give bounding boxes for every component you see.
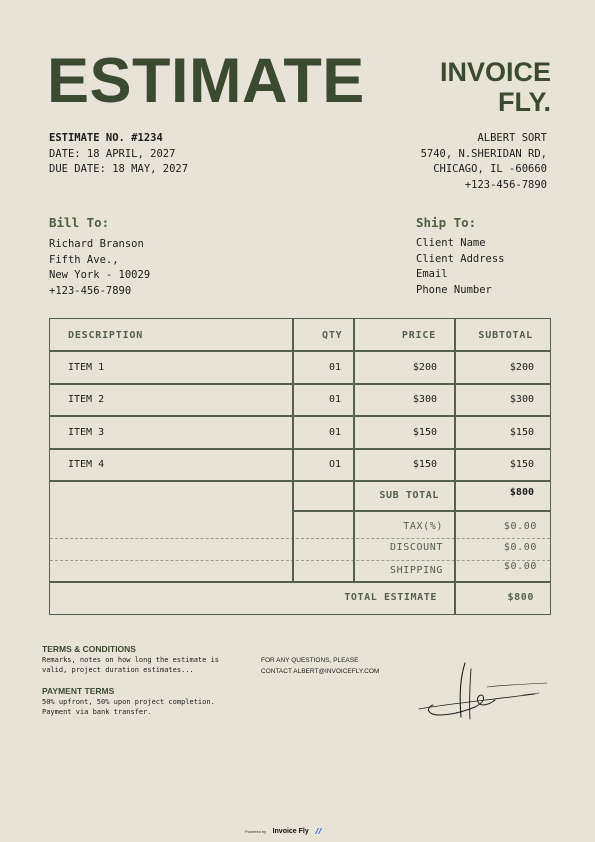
row-price: $150 xyxy=(412,459,437,470)
contact-line-1: FOR ANY QUESTIONS, PLEASE xyxy=(261,657,359,664)
row-price: $150 xyxy=(412,427,437,438)
dashed-divider xyxy=(50,538,550,539)
dashed-divider xyxy=(50,560,550,561)
discount-value: $0.00 xyxy=(503,542,537,553)
terms-text: Remarks, notes on how long the estimate is valid, project duration estimates... xyxy=(42,656,220,674)
ship-to-heading: Ship To: xyxy=(416,215,477,230)
column-header-description: DESCRIPTION xyxy=(68,330,144,341)
sender-address xyxy=(421,131,547,193)
total-divider xyxy=(50,581,550,583)
row-subtotal: $200 xyxy=(509,362,534,373)
row-divider xyxy=(50,383,550,385)
header-divider xyxy=(50,350,550,352)
sub-total-label: SUB TOTAL xyxy=(379,490,439,501)
sender-name: ALBERT SORT xyxy=(477,132,547,144)
estimate-meta xyxy=(49,131,188,178)
ship-to-address-line: Client Address xyxy=(416,252,505,265)
sender-phone: +123-456-7890 xyxy=(464,178,547,191)
payment-terms-text: 50% upfront, 50% upon project completion. Payment via bank transfer. xyxy=(42,698,215,716)
estimate-number: ESTIMATE NO. #1234 xyxy=(49,132,163,144)
estimate-date: DATE: 18 APRIL, 2027 xyxy=(49,147,176,160)
ship-to-name: Client Name xyxy=(416,237,486,249)
brand-line-2: FLY. xyxy=(497,87,551,117)
sub-total-value: $800 xyxy=(509,487,534,498)
column-header-subtotal: SUBTOTAL xyxy=(478,330,533,341)
tax-label: TAX(%) xyxy=(403,521,443,532)
document-title: ESTIMATE xyxy=(47,46,365,116)
row-description: ITEM 2 xyxy=(68,394,105,405)
terms-heading: TERMS & CONDITIONS xyxy=(42,644,136,654)
column-header-price: PRICE xyxy=(401,330,436,341)
row-qty: 01 xyxy=(328,394,341,405)
column-divider xyxy=(353,319,355,581)
shipping-label: SHIPPING xyxy=(390,565,443,576)
row-divider xyxy=(50,415,550,417)
row-description: ITEM 3 xyxy=(68,427,105,438)
estimate-due-date: DUE DATE: 18 MAY, 2027 xyxy=(49,163,189,175)
bill-to-address-line-1: Fifth Ave., xyxy=(49,253,119,266)
bill-to-address xyxy=(49,237,150,299)
column-divider xyxy=(454,319,456,614)
row-description: ITEM 4 xyxy=(68,459,105,470)
ship-to-email: Email xyxy=(416,268,448,280)
invoicefly-logo-icon xyxy=(315,828,322,834)
column-header-qty: QTY xyxy=(322,330,343,341)
tax-value: $0.00 xyxy=(503,521,537,532)
powered-by-brand: Invoice Fly xyxy=(272,828,309,835)
row-divider xyxy=(50,448,550,450)
shipping-value: $0.00 xyxy=(503,561,537,572)
contact-note xyxy=(261,655,379,677)
powered-by-label: Powered by xyxy=(245,829,267,834)
powered-by-badge xyxy=(245,820,322,838)
brand-logo-text xyxy=(440,57,551,117)
sender-address-line-2: CHICAGO, IL -60660 xyxy=(433,163,547,175)
row-subtotal: $150 xyxy=(509,459,534,470)
row-description: ITEM 1 xyxy=(68,362,105,373)
bill-to-address-line-2: New York - 10029 xyxy=(49,269,151,281)
discount-label: DISCOUNT xyxy=(390,542,443,553)
payment-terms-heading: PAYMENT TERMS xyxy=(42,686,115,696)
bill-to-heading: Bill To: xyxy=(49,215,110,230)
row-qty: O1 xyxy=(328,459,341,470)
ship-to-address xyxy=(416,236,505,298)
brand-line-1: INVOICE xyxy=(439,57,551,87)
row-divider xyxy=(50,480,550,482)
row-subtotal: $150 xyxy=(509,427,534,438)
total-estimate-value: $800 xyxy=(507,592,534,603)
subtotal-divider xyxy=(292,510,550,512)
signature-icon xyxy=(415,655,555,725)
bill-to-name: Richard Branson xyxy=(49,238,144,250)
column-divider xyxy=(292,319,294,581)
row-subtotal: $300 xyxy=(509,394,534,405)
ship-to-phone: Phone Number xyxy=(416,283,492,296)
row-price: $300 xyxy=(412,394,437,405)
contact-line-2: CONTACT ALBERT@INVOICEFLY.COM xyxy=(261,668,380,675)
row-qty: 01 xyxy=(328,427,341,438)
total-estimate-label: TOTAL ESTIMATE xyxy=(344,592,437,603)
sender-address-line-1: 5740, N.SHERIDAN RD, xyxy=(420,147,547,160)
bill-to-phone: +123-456-7890 xyxy=(49,284,132,297)
row-price: $200 xyxy=(412,362,437,373)
items-table xyxy=(49,318,551,615)
row-qty: 01 xyxy=(328,362,341,373)
